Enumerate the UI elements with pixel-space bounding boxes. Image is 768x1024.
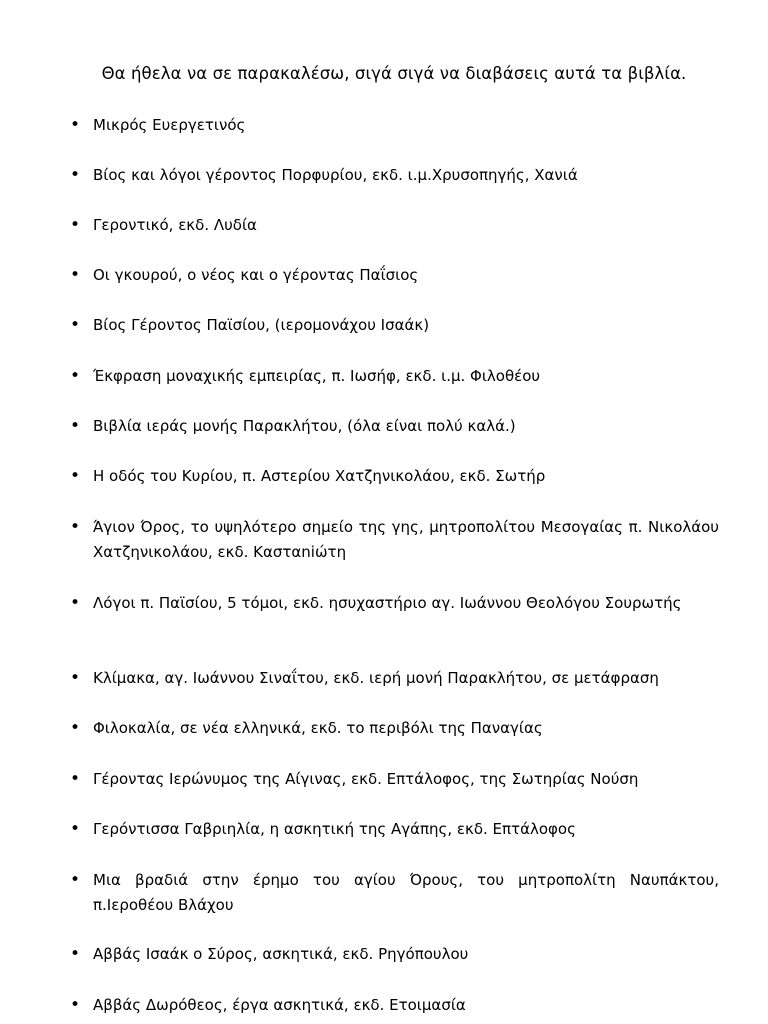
bullet-icon: •: [70, 466, 81, 486]
list-item: [70, 364, 719, 389]
book-title: Μικρός Ευεργετινός: [93, 116, 246, 134]
bullet-icon: •: [70, 115, 81, 135]
book-title: Η οδός του Κυρίου, π. Αστερίου Χατζηνικολάου, εκδ. Σωτήρ: [93, 467, 546, 485]
bullet-icon: •: [70, 870, 81, 890]
bullet-icon: •: [70, 819, 81, 839]
intro-heading: Θα ήθελα να σε παρακαλέσω, σιγά σιγά να διαβάσεις αυτά τα βιβλία.: [101, 64, 687, 83]
list-item: [70, 591, 719, 616]
bullet-icon: •: [70, 718, 81, 738]
list-item: [70, 263, 719, 288]
book-title: Έκφραση μοναχικής εμπειρίας, π. Ιωσήφ, εκδ. ι.μ. Φιλοθέου: [93, 367, 541, 385]
bullet-icon: •: [70, 416, 81, 436]
bullet-icon: •: [70, 265, 81, 285]
list-item: [70, 942, 719, 967]
book-title: Βίος Γέροντος Παϊσίου, (ιερομονάχου Ισαάκ): [93, 316, 430, 334]
list-item: [70, 213, 719, 238]
list-item: [70, 767, 719, 792]
book-title: Λόγοι π. Παϊσίου, 5 τόμοι, εκδ. ησυχαστήριο αγ. Ιωάννου Θεολόγου Σουρωτής: [93, 594, 682, 612]
list-item: [70, 313, 719, 338]
list-item: [70, 868, 719, 918]
book-title: Γέροντας Ιερώνυμος της Αίγινας, εκδ. Επτάλοφος, της Σωτηρίας Νούση: [93, 770, 639, 788]
book-title: Αββάς Δωρόθεος, έργα ασκητικά, εκδ. Ετοιμασία: [93, 996, 466, 1014]
list-item: [70, 716, 719, 741]
bullet-icon: •: [70, 944, 81, 964]
book-title: Κλίμακα, αγ. Ιωάννου Σιναΐτου, εκδ. ιερή μονή Παρακλήτου, σε μετάφραση: [93, 669, 659, 687]
list-item: [70, 464, 719, 489]
bullet-icon: •: [70, 995, 81, 1015]
bullet-icon: •: [70, 769, 81, 789]
list-item: [70, 414, 719, 439]
list-item: [70, 666, 719, 691]
list-item: [70, 993, 719, 1018]
book-title: Βίος και λόγοι γέροντος Πορφυρίου, εκδ. ι.μ.Χρυσοπηγής, Χανιά: [93, 166, 578, 184]
book-title: Γερόντισσα Γαβριηλία, η ασκητική της Αγάπης, εκδ. Επτάλοφος: [93, 820, 576, 838]
list-item: [70, 163, 719, 188]
book-title: Βιβλία ιεράς μονής Παρακλήτου, (όλα είναι πολύ καλά.): [93, 417, 516, 435]
bullet-icon: •: [70, 668, 81, 688]
bullet-icon: •: [70, 593, 81, 613]
book-title: Οι γκουρού, ο νέος και ο γέροντας Παΐσιος: [93, 266, 419, 284]
list-item: [70, 817, 719, 842]
bullet-icon: •: [70, 366, 81, 386]
book-title: Μια βραδιά στην έρημο του αγίου Όρους, του μητροπολίτη Ναυπάκτου, π.Ιεροθέου Βλάχου: [93, 871, 719, 914]
list-item: [70, 113, 719, 138]
bullet-icon: •: [70, 315, 81, 335]
book-title: Άγιον Όρος, το υψηλότερο σημείο της γης, μητροπολίτου Μεσογαίας π. Νικολάου Χατζηνικολάου, εκδ. Κασταniώτη: [93, 518, 719, 561]
book-title: Αββάς Ισαάκ ο Σύρος, ασκητικά, εκδ. Ρηγόπουλου: [93, 945, 469, 963]
list-item: [70, 515, 719, 565]
bullet-icon: •: [70, 215, 81, 235]
book-title: Φιλοκαλία, σε νέα ελληνικά, εκδ. το περιβόλι της Παναγίας: [93, 719, 543, 737]
book-title: Γεροντικό, εκδ. Λυδία: [93, 216, 257, 234]
bullet-icon: •: [70, 165, 81, 185]
bullet-icon: •: [70, 517, 81, 537]
